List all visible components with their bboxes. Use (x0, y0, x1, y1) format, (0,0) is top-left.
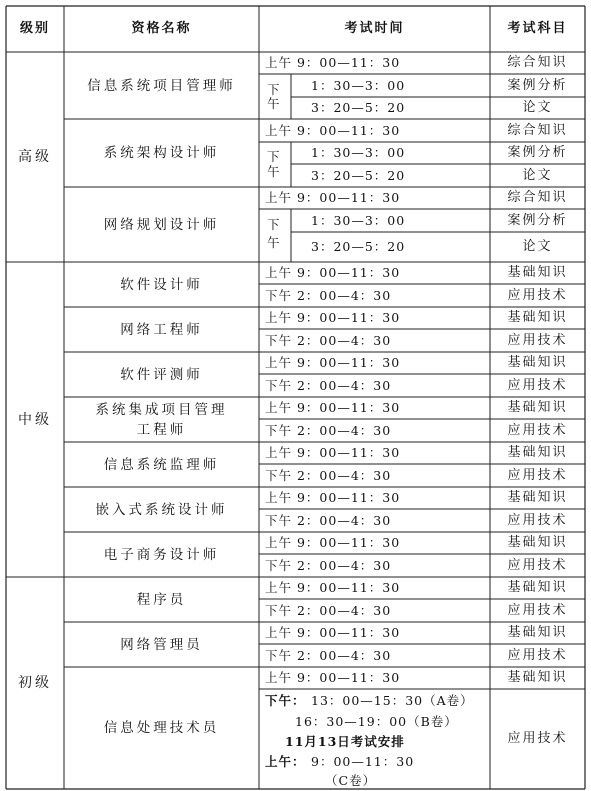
exam-subject: 案例分析 (507, 213, 568, 228)
exam-subject: 论文 (522, 168, 553, 183)
header-time: 考试时间 (344, 21, 405, 36)
exam-subject: 应用技术 (507, 513, 568, 528)
exam-subject: 基础知识 (507, 400, 568, 415)
qualification-name-line-2: 工程师 (136, 422, 187, 438)
exam-time-am: 上午 9：00—11：30 (265, 490, 401, 505)
pm-char-1: 下 (267, 217, 281, 232)
header-subject: 考试科目 (507, 21, 568, 36)
qualification-name: 网络规划设计师 (103, 217, 220, 233)
exam-subject: 论文 (522, 239, 553, 254)
qualification-name: 软件设计师 (120, 277, 203, 293)
exam-time-am: 上午 9：00—11：30 (265, 400, 401, 415)
pm-char-1: 下 (267, 82, 281, 97)
exam-subject: 基础知识 (507, 445, 568, 460)
exam-time-am: 上午 9：00—11：30 (265, 310, 401, 325)
exam-time-pm-2: 3：20—5：20 (311, 100, 406, 115)
exam-subject: 基础知识 (507, 355, 568, 370)
qualification-name: 网络管理员 (120, 637, 203, 653)
exam-subject: 基础知识 (507, 625, 568, 640)
exam-time-pm: 下午 2：00—4：30 (265, 288, 392, 303)
pm-char-1: 下 (267, 149, 281, 164)
exam-time-am: 上午 9：00—11：30 (265, 123, 401, 138)
exam-subject: 应用技术 (507, 378, 568, 393)
qualification-name: 系统架构设计师 (103, 145, 220, 161)
exam-time-pm: 下午 2：00—4：30 (265, 648, 392, 663)
exam-subject: 基础知识 (507, 580, 568, 595)
exam-time-pm-b: 16：30—19：00（B卷） (295, 714, 458, 729)
exam-subject: 应用技术 (507, 423, 568, 438)
exam-time-pm-1: 1：30—3：00 (311, 78, 406, 93)
exam-subject: 基础知识 (507, 670, 568, 685)
exam-subject: 应用技术 (507, 333, 568, 348)
exam-time-am: 上午 9：00—11：30 (265, 265, 401, 280)
exam-subject: 基础知识 (507, 490, 568, 505)
qualification-name: 网络工程师 (120, 322, 203, 338)
nov13-schedule-title: 11月13日考试安排 (285, 734, 405, 749)
exam-time-pm-1: 1：30—3：00 (311, 145, 406, 160)
pm-char-2: 午 (267, 96, 281, 111)
exam-subject: 基础知识 (507, 265, 568, 280)
exam-time-am: 上午 9：00—11：30 (265, 670, 401, 685)
exam-subject: 应用技术 (507, 603, 568, 618)
exam-time-pm: 下午 2：00—4：30 (265, 468, 392, 483)
exam-time-pm: 下午 2：00—4：30 (265, 513, 392, 528)
nov13-paper-c: （C卷） (325, 773, 377, 788)
exam-subject: 案例分析 (507, 145, 568, 160)
level-senior: 高级 (18, 149, 52, 165)
exam-time-am: 上午 9：00—11：30 (265, 190, 401, 205)
exam-subject: 基础知识 (507, 310, 568, 325)
qualification-name: 电子商务设计师 (103, 547, 220, 563)
exam-time-am: 上午 9：00—11：30 (265, 580, 401, 595)
exam-subject: 基础知识 (507, 535, 568, 550)
exam-subject: 应用技术 (507, 558, 568, 573)
level-intermediate: 中级 (18, 412, 52, 428)
level-junior: 初级 (18, 675, 52, 691)
header-name: 资格名称 (131, 21, 192, 36)
exam-time-pm-1: 1：30—3：00 (311, 213, 406, 228)
exam-subject: 应用技术 (507, 288, 568, 303)
exam-time-pm-2: 3：20—5：20 (311, 168, 406, 183)
exam-time-pm: 下午 2：00—4：30 (265, 423, 392, 438)
exam-time-pm: 下午 2：00—4：30 (265, 603, 392, 618)
exam-time-am: 上午 9：00—11：30 (265, 355, 401, 370)
pm-label: 下午： (265, 693, 306, 708)
qualification-name: 嵌入式系统设计师 (95, 502, 228, 518)
qualification-name-line-1: 系统集成项目管理 (95, 402, 228, 418)
exam-time-pm: 下午 2：00—4：30 (265, 558, 392, 573)
exam-subject: 应用技术 (507, 731, 568, 746)
exam-subject: 论文 (522, 100, 553, 115)
exam-subject: 综合知识 (507, 123, 568, 138)
qualification-name: 软件评测师 (120, 367, 203, 383)
exam-subject: 综合知识 (507, 55, 568, 70)
qualification-name: 信息系统监理师 (103, 457, 220, 473)
nov13-am-time: 9：00—11：30 (311, 754, 415, 769)
exam-time-pm-2: 3：20—5：20 (311, 239, 406, 254)
exam-time-pm-a: 13：00—15：30（A卷） (311, 693, 474, 708)
exam-time-am: 上午 9：00—11：30 (265, 445, 401, 460)
pm-char-2: 午 (267, 164, 281, 179)
exam-time-pm: 下午 2：00—4：30 (265, 378, 392, 393)
exam-subject: 应用技术 (507, 468, 568, 483)
qualification-name: 程序员 (136, 592, 187, 608)
exam-time-am: 上午 9：00—11：30 (265, 55, 401, 70)
qualification-name: 信息处理技术员 (103, 720, 220, 736)
exam-time-pm: 下午 2：00—4：30 (265, 333, 392, 348)
exam-time-am: 上午 9：00—11：30 (265, 535, 401, 550)
exam-subject: 案例分析 (507, 78, 568, 93)
exam-subject: 应用技术 (507, 648, 568, 663)
pm-char-2: 午 (267, 235, 281, 250)
header-level: 级别 (19, 21, 51, 36)
exam-time-am: 上午 9：00—11：30 (265, 625, 401, 640)
qualification-name: 信息系统项目管理师 (87, 78, 236, 94)
exam-subject: 综合知识 (507, 190, 568, 205)
nov13-am-label: 上午： (265, 754, 306, 769)
